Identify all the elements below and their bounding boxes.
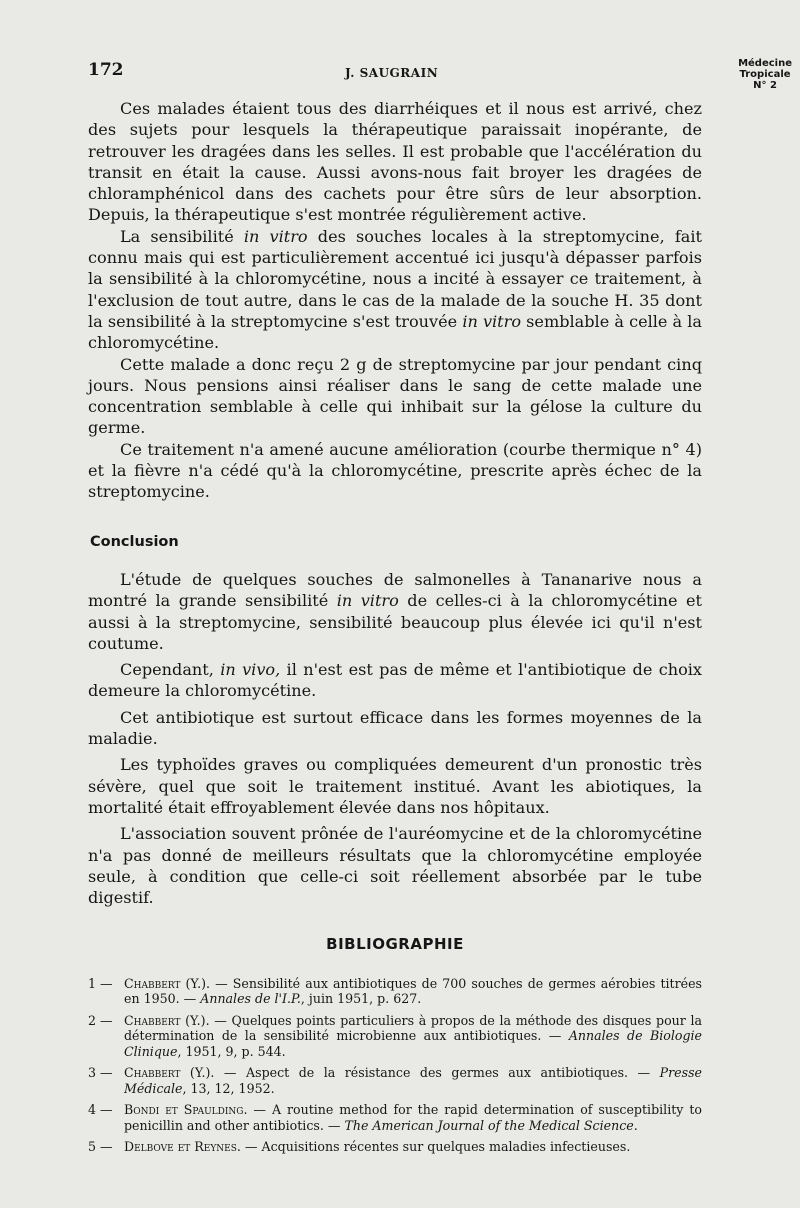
paragraph: Cette malade a donc reçu 2 g de streptomycine par jour pendant cinq jours. Nous pensions ainsi réaliser dans le sang de cette malade une concentration semblable à celle qui inhibait sur la gélose la culture du germe.	[88, 354, 702, 438]
paragraph: La sensibilité in vitro des souches locales à la streptomycine, fait connu mais qui est particulièrement accentué ici jusqu'à dépasser parfois la sensibilité à la chloromycétine, nous a incité à essayer ce traitement, à l'exclusion de tout autre, dans le cas de la malade de la souche H. 35 dont la sensibilité à la streptomycine s'est trouvée in vitro semblable à celle à la chloromycétine.	[88, 226, 703, 353]
article-body	[88, 98, 702, 1161]
journal-name-line-2: Tropicale	[739, 69, 791, 80]
paragraph: Cependant, in vivo, il n'est est pas de même et l'antibiotique de choix demeure la chloromycétine.	[88, 660, 702, 701]
journal-label	[738, 58, 792, 91]
paragraph: Les typhoïdes graves ou compliquées demeurent d'un pronostic très sévère, quel que soit le traitement institué. Avant les abiotiques, la mortalité était effroyablement élevée dans nos hôpitaux.	[88, 755, 702, 817]
bibliography-entry: 3 — Chabbert (Y.). — Aspect de la résistance des germes aux antibiotiques. — Presse Médicale, 13, 12, 1952.	[88, 1065, 702, 1096]
conclusion-section	[88, 569, 702, 908]
bibliography-entry: 2 — Chabbert (Y.). — Quelques points particuliers à propos de la méthode des disques pour la détermination de la sensibilité microbienne aux antibiotiques. — Annales de Biologie Clinique, 1951, 9, p. 544.	[88, 1012, 702, 1059]
paragraph: Ce traitement n'a amené aucune amélioration (courbe thermique n° 4) et la fièvre n'a cédé qu'à la chloromycétine, prescrite après échec de la streptomycine.	[88, 439, 702, 502]
bibliography-entry: 1 — Chabbert (Y.). — Sensibilité aux antibiotiques de 700 souches de germes aérobies titrées en 1950. — Annales de l'I.P., juin 1951, p. 627.	[88, 975, 702, 1007]
bibliography-entry: 4 — Bondi et Spaulding. — A routine method for the rapid determination of susceptibility to penicillin and other antibiotics. — The American Journal of the Medical Science.	[88, 1102, 702, 1133]
page-header	[0, 0, 800, 110]
paragraph: Ces malades étaient tous des diarrhéiques et il nous est arrivé, chez des sujets pour lesquels la thérapeutique paraissait inopérante, de retrouver les dragées dans les selles. Il est probable que l'accélération du transit en était la cause. Aussi avons-nous fait broyer les dragées de chloramphénicol dans des cachets pour être sûrs de leur absorption. Depuis, la thérapeutique s'est montrée régulièrement active.	[88, 99, 702, 225]
paragraph: L'étude de quelques souches de salmonelles à Tananarive nous a montré la grande sensibilité in vitro de celles-ci à la chloromycétine et aussi à la streptomycine, sensibilité beaucoup plus élevée ici qu'il n'est coutume.	[88, 569, 702, 653]
journal-name-line-1: Médecine	[738, 58, 792, 69]
bibliography-list	[88, 976, 702, 1155]
paragraph: L'association souvent prônée de l'auréomycine et de la chloromycétine n'a pas donné de meilleurs résultats que la chloromycétine employée seule, à condition que celle-ci soit réellement absorbée par le tube digestif.	[88, 824, 702, 908]
paragraph: Cet antibiotique est surtout efficace dans les formes moyennes de la maladie.	[88, 707, 702, 749]
running-head: J. SAUGRAIN	[345, 66, 439, 80]
journal-issue: N° 2	[753, 80, 777, 91]
page-number: 172	[88, 60, 124, 80]
section-heading-conclusion: Conclusion	[90, 533, 179, 550]
bibliography-heading: BIBLIOGRAPHIE	[326, 935, 464, 954]
bibliography-entry: 5 — Delbove et Reynes. — Acquisitions récentes sur quelques maladies infectieuses.	[88, 1139, 631, 1155]
